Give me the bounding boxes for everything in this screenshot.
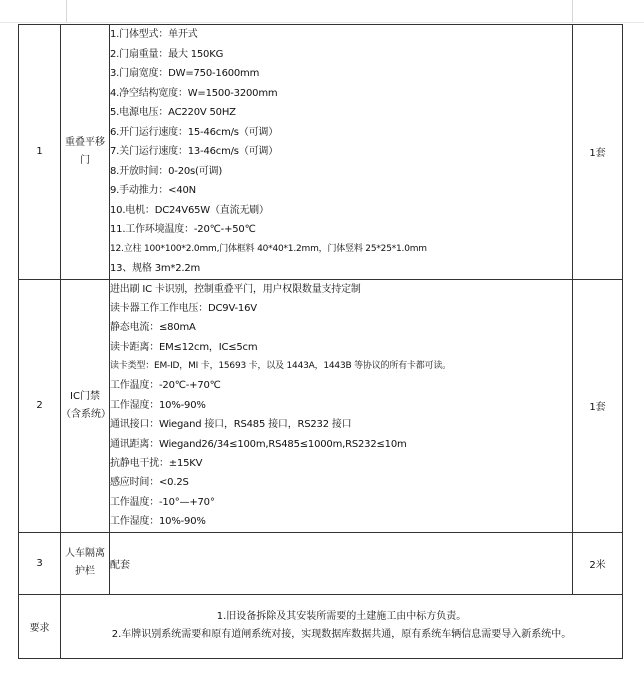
- requirement-line-2: 2.车牌识别系统需要和原有道闸系统对接，实现数据库数据共通，原有系统车辆信息需要导入新系统中。: [111, 629, 572, 641]
- spec-line: 工作温度：-20℃-+70℃: [110, 380, 221, 392]
- spec-line: 10.电机：DC24V65W（直流无刷）: [110, 204, 269, 216]
- spec-line: 13、规格 3m*2.2m: [110, 263, 201, 274]
- spec-line: 通讯距离：Wiegand26/34≤100m,RS485≤1000m,RS232≤10m: [110, 438, 407, 450]
- spec-line: 工作温度：-10°—+70°: [110, 496, 215, 508]
- item-name: 人车隔离护栏: [61, 532, 110, 594]
- spec-line: 8.开放时间：0-20s(可调): [110, 165, 223, 177]
- spec-line: 4.净空结构宽度：W=1500-3200mm: [110, 87, 278, 99]
- item-quantity: 2米: [573, 532, 623, 594]
- requirements-row: [19, 594, 623, 658]
- spec-line: 抗静电干扰：±15KV: [110, 458, 203, 470]
- spec-line: 5.电源电压：AC220V 50HZ: [110, 107, 236, 118]
- item-quantity: 1套: [573, 25, 623, 280]
- spec-line: 工作湿度：10%-90%: [110, 399, 206, 411]
- table-row: [19, 279, 623, 532]
- requirements-body: [61, 594, 623, 658]
- table-row: [19, 25, 623, 280]
- spec-line: 读卡器工作工作电压：DC9V-16V: [110, 302, 257, 314]
- item-name: 重叠平移门: [61, 25, 110, 280]
- row-number: 3: [19, 532, 61, 594]
- spec-line: 7.关门运行速度：13-46cm/s（可调）: [110, 146, 279, 157]
- spec-line: 2.门扇重量：最大 150KG: [110, 48, 224, 60]
- spec-line: 感应时间：<0.2S: [110, 477, 189, 489]
- requirement-line-1: 1.旧设备拆除及其安装所需要的土建施工由中标方负责。: [216, 611, 467, 623]
- requirements-label: 要求: [19, 594, 61, 658]
- spec-line: 读卡类型：EM-ID，MI 卡，15693 卡，以及 1443A，1443B 等协议的所有卡都可读。: [110, 361, 451, 372]
- spec-list: [110, 25, 573, 280]
- page-margin-guide: [0, 22, 644, 23]
- spec-line: 工作湿度：10%-90%: [110, 516, 206, 528]
- spec-line: 静态电流：≤80mA: [110, 322, 196, 334]
- item-quantity: 1套: [573, 279, 623, 532]
- spec-line: 9.手动推力：<40N: [110, 185, 196, 196]
- spec-text: 配套: [110, 532, 573, 594]
- table-row: [19, 532, 623, 594]
- row-number: 2: [19, 279, 61, 532]
- spec-line: 进出刷 IC 卡识别，控制重叠平门，用户权限数量支持定制: [110, 283, 361, 295]
- page-guide-right: [572, 0, 573, 22]
- spec-line: 读卡距离：EM≤12cm，IC≤5cm: [110, 341, 258, 353]
- item-name: IC门禁（含系统）: [61, 279, 110, 532]
- page-guide-left: [66, 0, 67, 22]
- spec-line: 3.门扇宽度：DW=750-1600mm: [110, 68, 260, 79]
- spec-line: 11.工作环境温度：-20℃-+50℃: [110, 224, 256, 235]
- spec-list: [110, 279, 573, 532]
- spec-line: 12.立柱 100*100*2.0mm,门体框料 40*40*1.2mm，门体竖料 25*25*1.0mm: [110, 243, 427, 254]
- spec-line: 6.开门运行速度：15-46cm/s（可调）: [110, 126, 279, 138]
- spec-table: [18, 24, 623, 659]
- row-number: 1: [19, 25, 61, 280]
- spec-line: 通讯接口：Wiegand 接口，RS485 接口，RS232 接口: [110, 419, 352, 431]
- spec-line: 1.门体型式：单开式: [110, 29, 198, 40]
